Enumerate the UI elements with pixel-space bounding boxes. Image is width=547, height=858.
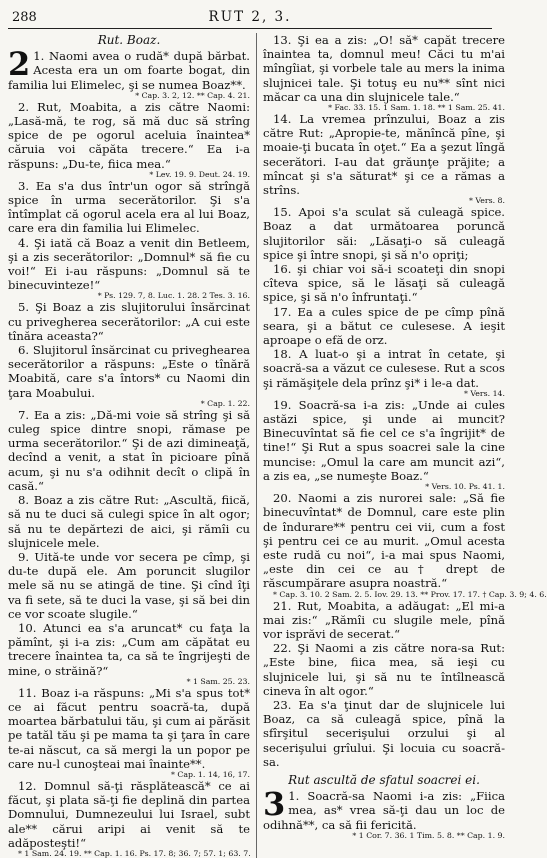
cross-reference: * Vers. 8.	[468, 196, 505, 206]
verse-text: 21. Rut, Moabita, a adăugat: „El mi-a mai zis:“ „Rămîi cu slugile mele, pînă vor isprăvi de secerat.“	[263, 598, 505, 641]
verse	[8, 493, 250, 550]
verse	[263, 305, 505, 348]
verse	[8, 300, 250, 343]
cross-reference: * 1 Cor. 7. 36. 1 Tim. 5. 8. ** Cap. 1. 9.	[352, 830, 505, 840]
verse-text: 2. Rut, Moabita, a zis către Naomi: „Lasă-mă, te rog, să mă duc să strîng spice de pe ogorul aceluia înaintea* căruia voi căpăta trecere.“ Ea i-a răspuns: „Du-te, fiica mea.“	[8, 99, 250, 171]
verse-text: 7. Ea a zis: „Dă-mi voie să strîng şi să culeg spice dintre snopi, rămase pe urma secerătorilor.“ Şi de azi dimineaţă, decînd a venit, a stat în picioare pînă acum, şi nu s'a odihnit decît o clipă în casă.“	[8, 407, 250, 493]
verse-text: 12. Domnul să-ţi răsplătească* ce ai făcut, şi plata să-ţi fie deplină din partea Domnului, Dumnezeului lui Israel, subt ale** cărui aripi ai venit să te adăposteşti!“	[8, 778, 250, 850]
verse	[8, 621, 250, 686]
verse-text: 1. Naomi avea o rudă* după bărbat. Acesta era un om foarte bogat, din familia lui Elimelec, şi se numea Boaz**.	[8, 49, 250, 92]
chapter-number-next: 3	[263, 785, 286, 824]
cross-reference: * Cap. 1. 22.	[200, 398, 250, 408]
verse	[263, 33, 505, 112]
verse-text: 17. Ea a cules spice de pe cîmp pînă seara, şi a bătut ce culesese. A ieşit aproape o efă de orz.	[263, 304, 505, 348]
cross-reference: * Cap. 1. 14, 16, 17.	[170, 769, 250, 779]
verse	[263, 599, 505, 642]
verse-text: 15. Apoi s'a sculat să culeagă spice. Boaz a dat următoarea poruncă slujitorilor săi: „Lăsaţi-o să culeagă spice şi între snopi, şi să n'o opriţi;	[263, 205, 505, 262]
verse-text: 11. Boaz i-a răspuns: „Mi s'a spus tot* ce ai făcut pentru soacră-ta, după moartea bărbatului tău, şi cum ai părăsit pe tatăl tău şi pe mama ta şi ţara în care te-ai născut, ca să mergi la un popor pe care nu-l cunoşteai mai înainte**.	[8, 685, 250, 771]
page-number: 288	[12, 10, 37, 25]
verse	[8, 100, 250, 179]
cross-reference: * Cap. 3. 10. 2 Sam. 2. 5. Iov. 29. 13. ** Prov. 17. 17. † Cap. 3. 9; 4. 6.	[273, 589, 547, 599]
verse-text: 16. şi chiar voi să-i scoateţi din snopi cîteva spice, să le lăsaţi să culeagă spice, şi să n'o înfruntaţi.“	[263, 262, 505, 305]
verse	[263, 698, 505, 769]
cross-reference: * Lev. 19. 9. Deut. 24. 19.	[149, 169, 250, 179]
verse	[263, 491, 547, 599]
verse-text: 1. Soacră-sa Naomi i-a zis: „Fiica mea, as* vrea să-ţi dau un loc de odihnă**, ca să fii fericită.	[263, 789, 505, 832]
verse-text: 14. La vremea prînzului, Boaz a zis către Rut: „Apropie-te, mănîncă pîne, şi moaie-ţi bucata în oţet.“ Ea a şezut lîngă secerători. I-au dat grăunţe prăjite; a mîncat şi s'a săturat* şi ce a rămas a strîns.	[263, 112, 505, 198]
verse-text: 20. Naomi a zis nurorei sale: „Să fie binecuvîntat* de Domnul, care este plin de îndurare** pentru cei vii, cum a fost şi pentru cei ce au murit. „Omul acesta este rudă cu noi“, i-a mai spus Naomi, „este din cei ce au† drept de răscumpărare asupra noastră.“	[263, 491, 505, 591]
left-column	[8, 33, 257, 858]
verse	[263, 262, 505, 305]
verse	[8, 45, 250, 100]
verse	[263, 785, 505, 840]
section-title-rut-boaz: Rut. Boaz.	[97, 33, 161, 47]
verse-text: 8. Boaz a zis către Rut: „Ascultă, fiică, să nu te duci să culegi spice în alt ogor; să nu te depărtezi de aici, şi rămîi cu slujnicele mele.	[8, 493, 250, 550]
verse-text: 10. Atunci ea s'a aruncat* cu faţa la pămînt, şi i-a zis: „Cum am căpătat eu trecere înaintea ta, ca să te îngrijeşti de mine, o străină?“	[8, 620, 250, 678]
verse-text: 19. Soacră-sa i-a zis: „Unde ai cules astăzi spice, şi unde ai muncit? Binecuvîntat să fie cel ce s'a îngrijit* de tine!“ Şi Rut a spus soacrei sale la cine muncise: „Omul la care am muncit azi“, a zis ea, „se numeşte Boaz.“	[263, 397, 505, 483]
verse-text: 13. Şi ea a zis: „O! să* capăt trecere înaintea ta, domnul meu! Căci tu m'ai mîngîiat, şi vorbele tale au mers la inima slujnicei tale. Şi totuş eu nu** sînt nici măcar ca una din slujnicele tale.“	[263, 33, 505, 104]
verse-text: 9. Uită-te unde vor secera pe cîmp, şi du-te după ele. Am poruncit slugilor mele să nu se atingă de tine. Şi cînd îţi va fi sete, să te duci la vase, şi să bei din ce vor scoate slugile.“	[8, 549, 250, 621]
verse	[263, 641, 505, 698]
verse	[263, 347, 505, 398]
section-title-rut-asculta: Rut ascultă de sfatul soacrei ei.	[288, 772, 480, 787]
left-verses	[8, 45, 251, 858]
verse-text: 22. Şi Naomi a zis către nora-sa Rut: „Este bine, fiica mea, să ieşi cu slujnicele lui, şi să nu te întîlnească cineva în alt ogor.“	[263, 641, 505, 698]
verse	[263, 398, 505, 491]
verse-text: 6. Slujitorul însărcinat cu priveghearea secerătorilor a răspuns: „Este o tînără Moabită, care s'a întors* cu Naomi din ţara Moabului.	[8, 343, 250, 400]
cross-reference: * Ps. 129. 7, 8. Luc. 1. 28. 2 Tes. 3. 16.	[97, 291, 250, 301]
verse	[263, 205, 505, 262]
cross-reference: * Cap. 3. 2, 12. ** Cap. 4. 21.	[135, 90, 250, 100]
chapter-number: 2	[8, 45, 31, 84]
text-columns	[8, 33, 547, 858]
verse	[8, 686, 250, 779]
cross-reference: * Vers. 10. Ps. 41. 1.	[425, 482, 505, 492]
page-header	[8, 6, 492, 29]
verse-text: 23. Ea s'a ţinut dar de slujnicele lui Boaz, ca să culeagă spice, pînă la sfîrşitul secerişului orzului şi al secerişului grîului. Şi locuia cu soacră-sa.	[263, 697, 505, 769]
verse	[8, 550, 250, 621]
verse-text: 5. Şi Boaz a zis slujitorului însărcinat cu privegherea secerătorilor: „A cui este tînăra aceasta?“	[8, 300, 250, 343]
right-column	[257, 33, 547, 858]
verse	[263, 112, 505, 205]
verse	[8, 179, 250, 236]
verse	[8, 408, 250, 493]
cross-reference: * Fac. 33. 15. 1 Sam. 1. 18. ** 1 Sam. 25. 41.	[328, 103, 505, 113]
right-verses	[263, 33, 547, 769]
verse	[8, 779, 250, 858]
verse	[8, 343, 250, 408]
cross-reference: * 1 Sam. 25. 23.	[186, 676, 250, 686]
verse-text: 3. Ea s'a dus într'un ogor să strîngă spice în urma secerătorilor. Şi s'a întîmplat că ogorul acela era al lui Boaz, care era din familia lui Elimelec.	[8, 178, 250, 236]
cross-reference: * 1 Sam. 24. 19. ** Cap. 1. 16. Ps. 17. 8; 36. 7; 57. 1; 63. 7.	[18, 848, 251, 858]
verse-text: 18. A luat-o şi a intrat în cetate, şi soacră-sa a văzut ce culesese. Rut a scos şi rămăşiţele dela prînz şi* i le-a dat.	[263, 347, 505, 390]
verse-text: 4. Şi iată că Boaz a venit din Betleem, şi a zis secerătorilor: „Domnul* să fie cu voi!“ Ei i-au răspuns: „Domnul să te binecuvinteze!“	[8, 235, 250, 293]
cross-reference: * Vers. 14.	[464, 388, 505, 398]
running-head: RUT 2, 3.	[208, 9, 292, 25]
verse	[8, 236, 250, 301]
